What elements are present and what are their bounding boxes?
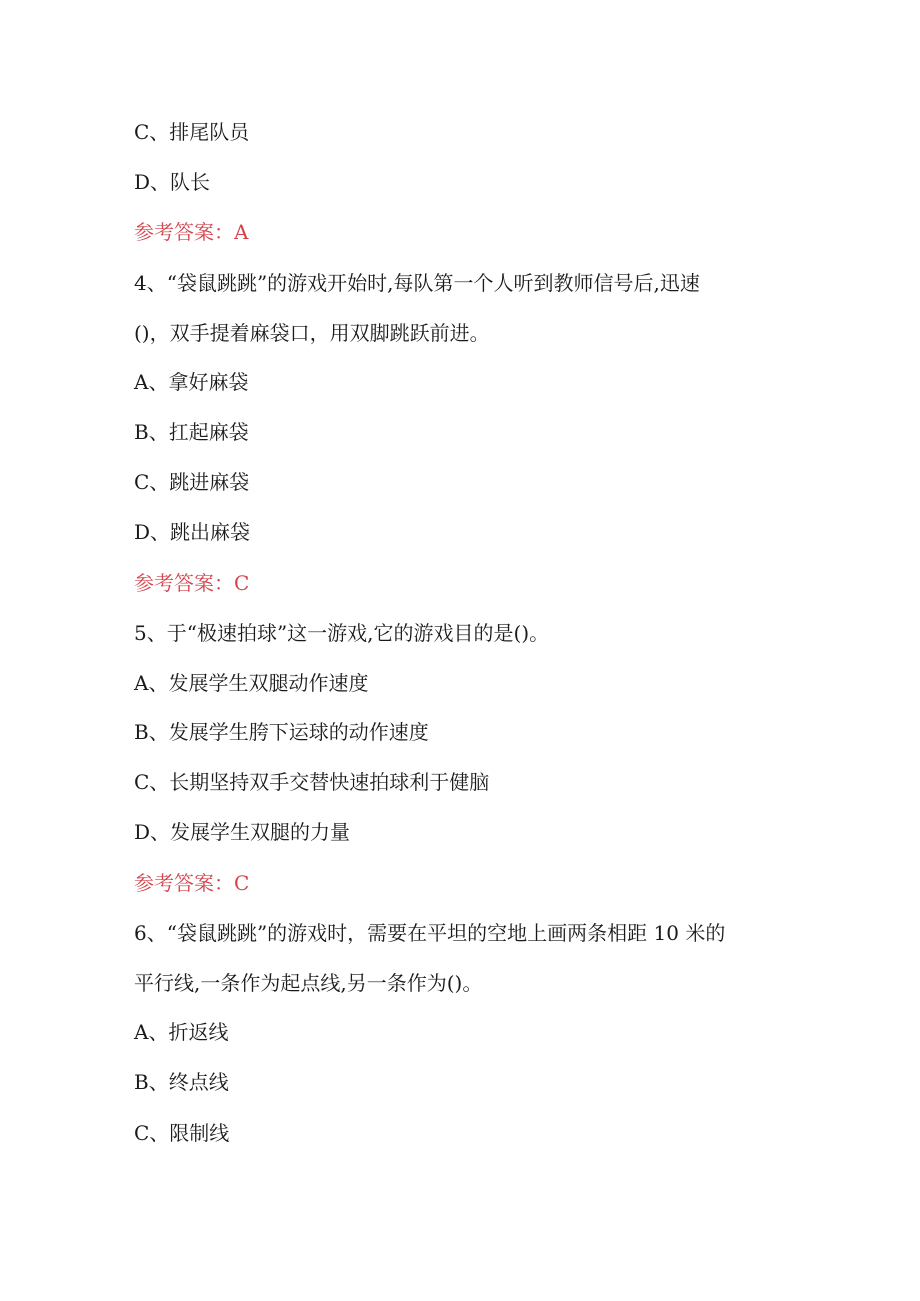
q5-option-a: A、发展学生双腿动作速度 bbox=[134, 671, 369, 695]
q4-question-line-1: 4、“袋鼠跳跳”的游戏开始时,每队第一个人听到教师信号后,迅速 bbox=[134, 271, 700, 295]
q5-option-c: C、长期坚持双手交替快速拍球利于健脑 bbox=[134, 770, 490, 794]
q6-question-line-2: 平行线,一条作为起点线,另一条作为()。 bbox=[134, 971, 483, 995]
q3-option-c: C、排尾队员 bbox=[134, 120, 250, 144]
q3-answer: 参考答案：A bbox=[134, 220, 249, 244]
q4-option-c: C、跳进麻袋 bbox=[134, 470, 250, 494]
q5-option-b: B、发展学生胯下运球的动作速度 bbox=[134, 720, 429, 744]
q6-option-a: A、折返线 bbox=[134, 1020, 229, 1044]
q5-answer: 参考答案：C bbox=[134, 871, 250, 895]
q4-option-a: A、拿好麻袋 bbox=[134, 370, 249, 394]
q5-option-d: D、发展学生双腿的力量 bbox=[134, 820, 351, 844]
q3-option-d: D、队长 bbox=[134, 170, 211, 194]
q5-question: 5、于“极速拍球”这一游戏,它的游戏目的是()。 bbox=[134, 621, 550, 645]
q4-option-d: D、跳出麻袋 bbox=[134, 520, 251, 544]
q6-question-line-1: 6、“袋鼠跳跳”的游戏时，需要在平坦的空地上画两条相距 10 米的 bbox=[134, 921, 726, 945]
q4-answer: 参考答案：C bbox=[134, 571, 250, 595]
q4-option-b: B、扛起麻袋 bbox=[134, 420, 249, 444]
q6-option-c: C、限制线 bbox=[134, 1121, 230, 1145]
q6-option-b: B、终点线 bbox=[134, 1070, 229, 1094]
q4-question-line-2: ()，双手提着麻袋口，用双脚跳跃前进。 bbox=[134, 321, 490, 345]
